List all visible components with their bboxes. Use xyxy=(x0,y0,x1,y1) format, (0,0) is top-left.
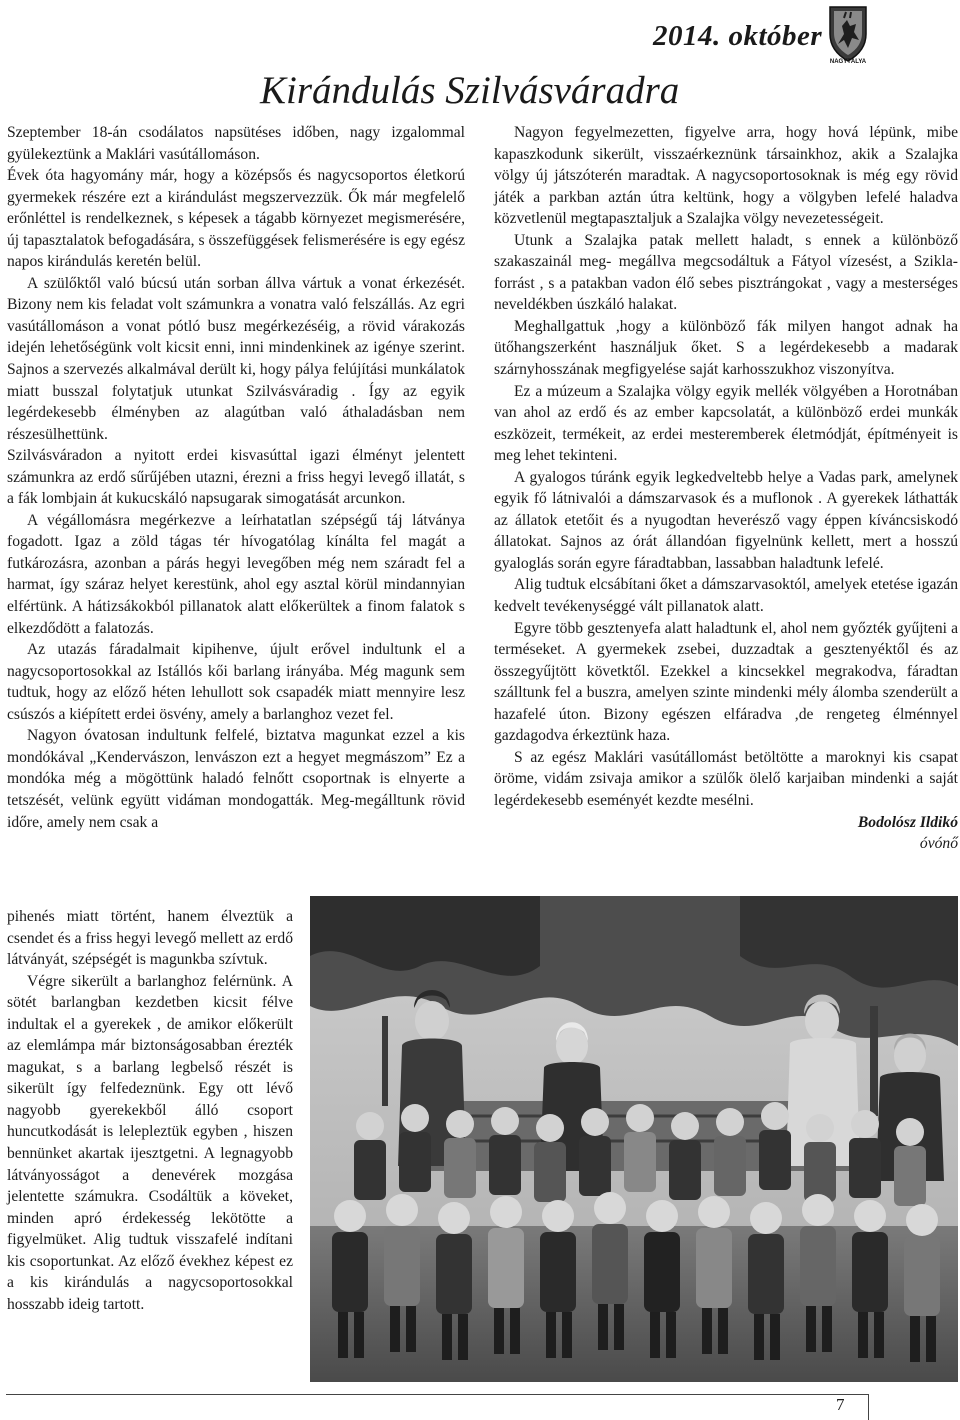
paragraph: Egyre több gesztenyefa alatt haladtunk el, ahol nem győzték gyűjteni a terméseket. A gyermekek zsebei, duzzadtak a gesztenyéktől és az összegyűjtött követktől. Ezekkel a kincsekkel megrakodva, fáradtan szálltunk fel a buszra, amelyen szinte mindenki mély álomba szenderült a hazafelé úton. Bizony egészen elfáradva ,de rengeteg élménnyel gazdagodva érkeztünk haza. xyxy=(494,619,958,745)
footer-divider xyxy=(868,1394,869,1420)
paragraph: Szeptember 18-án csodálatos napsütéses időben, nagy izgalommal gyülekeztünk a Maklári vasútállomáson. xyxy=(7,124,465,163)
paragraph: Végre sikerült a barlanghoz felérnünk. A sötét barlangban kezdetben kicsit félve indultak el a gyerekek , de amikor előkerült az elemlámpa már biztonságosabban érezték magukat, s a barlang legbelső részét is sikerült így felfedeznünk. Egy ott lévő nagyobb gyerekekből álló csoport huncutkodását is lelepleztük egyben , hiszen bennünket akartak ijesztgetni. A legnagyobb látványosságot a denevérek mozgása jelentette számukra. Csodáltük a köveket, minden apró érdekesség lekötötte a figyelmüket. Alig tudtuk visszafelé indítani kis csoportunkat. Az előző évekhez képest ez a kis kirándulás a nagycsoportosokkal hosszabb ideig tartott. xyxy=(7,972,293,1313)
issue-date: 2014. október xyxy=(653,20,823,52)
left-column-text xyxy=(7,122,465,833)
paragraph: Évek óta hagyomány már, hogy a középsős és nagycsoportos életkorú gyermekek részére ezt a kirándulást megszervezzük. Ők már megfelelő erőnléttel is rendelkeznek, s képesek a tágabb környezet megismerésére, új tapasztalatok befogadására, s összefüggések felismerésére is egy egész napos kirándulás keretén belül. xyxy=(7,167,465,271)
paragraph: Meghallgattuk ,hogy a különböző fák milyen hangot adnak ha ütőhangszerként használjuk őket. S a legérdekesebb a madarak szárnyhosszának megfigyelése saját karhosszukhoz viszonyítva. xyxy=(494,317,958,379)
right-column-text xyxy=(494,122,958,855)
paragraph: Utunk a Szalajka patak mellett haladt, s ennek a különböző szakaszainál meg- megállva megcsodáltuk a Fátyol vízesést, a Szikla-forrást , s a patakban vadon élő sebes pisztrángokat , vagy a mesterséges neveldékben úszkáló halakat. xyxy=(494,231,958,314)
paragraph: Nagyon óvatosan indultunk felfelé, biztatva magunkat ezzel a kis mondókával „Kendervászon, lenvászon ezt a hegyet megmászom” Ez a mondóka még a mögöttünk haladó felnőtt csoportnak is elnyerte a tetszését, velünk együtt vidáman mondogatták. Meg-megálltunk rövid időre, amely nem csak a xyxy=(7,727,465,831)
paragraph: pihenés miatt történt, hanem élveztük a csendet és a friss hegyi levegő mellett az erdő látványát, szépségét is magunkba szívtuk. xyxy=(7,908,293,969)
municipal-crest-icon xyxy=(824,4,872,64)
svg-text:NAGYTÁLYA: NAGYTÁLYA xyxy=(829,59,867,64)
paragraph: A szülőktől való búcsú után sorban állva vártuk a vonat érkezését. Bizony nem kis feladat volt számunkra a vonatra való felszállás. Az egri vasútállomáson a vonat pótló busz megérkezéséig, a rövid várakozás idején lehetőségünk volt kicsit enni, inni mindenkinek az igénye szerint. Sajnos a szervezés alkalmával derült ki, hogy pálya felújítási munkálatok miatt busszal folytatjuk utunkat Szilvásváradig . Így az egyik legérdekesebb élményben az alagútban való áthaladásban nem részesülhettünk. xyxy=(7,274,465,443)
paragraph: Alig tudtuk elcsábítani őket a dámszarvasoktól, amelyek etetése igazán kedvelt tevékenységgé vált pillanatok alatt. xyxy=(494,576,958,616)
paragraph: Ez a múzeum a Szalajka völgy egyik mellék völgyében a Horotnában van ahol az erdő és az ember kapcsolatát, a különböző erdei munkák eszközeit, termékeit, az erdei mesteremberek életmódját, építményeit is meg lehet tekinteni. xyxy=(494,382,958,465)
paragraph: A végállomásra megérkezve a leírhatatlan szépségű táj látványa fogadott. Igaz a zöld tágas tér hívogatólag kínálta fel magát a futkározásra, azonban a párás hegyi levegőben még nem száradt fel a harmat, így száraz helyet kerestünk, ahol egy asztal körül mindannyian elfértünk. A hátizsákokból pillanatok alatt előkerültek a finom falatok s elkezdődött a falatozás. xyxy=(7,511,465,637)
author-role: óvónő xyxy=(919,835,958,853)
paragraph: S az egész Maklári vasútállomást betöltötte a maroknyi kis csapat öröme, vidám zsivaja amikor a szülők ölelő karjaiban mindenki a saját legérdekesebb eseményét kezdte mesélni. xyxy=(494,748,958,809)
article-title: Kirándulás Szilvásváradra xyxy=(260,69,680,112)
page-number: 7 xyxy=(836,1395,845,1414)
paragraph: A gyalogos túránk egyik legkedveltebb helye a Vadas park, amelynek egyik fő látnivalói a dámszarvasok és a muflonok . A gyerekek láthatták az állatok etetőit és a nyugodtan heverésző vagy éppen kíváncsiskodó állatokat. Sajnos az órát állandóan figyelnünk kellett, mert a hosszú gyaloglás során egyre fáradtabban, lassabban haladtunk lefelé. xyxy=(494,468,958,572)
page-footer xyxy=(0,1394,960,1420)
paragraph: Az utazás fáradalmait kipihenve, újult erővel indultunk el a nagycsoportosokkal az Istállós kői barlang irányába. Még magunk sem tudtuk, hogy az előző héten lehullott sok csapadék miatt mennyire lesz csúszós a kiépített erdei ösvény, amely a barlanghoz vezet fel. xyxy=(7,641,465,723)
group-photo xyxy=(310,896,958,1382)
left-column-narrow-text xyxy=(7,906,293,1315)
author-name: Bodolósz Ildikó xyxy=(857,813,958,831)
footer-rule xyxy=(6,1394,868,1395)
paragraph: Nagyon fegyelmezetten, figyelve arra, hogy hová lépünk, mibe kapaszkodunk sikerült, visszaérkeznünk társainkhoz, akik a Szalajka völgy új játszóterén maradtak. A nagycsoportosoknak is még egy rövid játék a parkban aztán útra keltünk, hogy a völgyben lefelé haladva közvetlenül megtapasztaljuk a Szalajka völgy nevezetességeit. xyxy=(494,124,958,228)
paragraph: Szilvásváradon a nyitott erdei kisvasúttal igazi élményt jelentett számunkra az erdő sűrűjében utazni, érezni a friss hegyi levegő illatát, s a fák lombjain át kukucskáló napsugarak simogatását arcunkon. xyxy=(7,447,465,508)
